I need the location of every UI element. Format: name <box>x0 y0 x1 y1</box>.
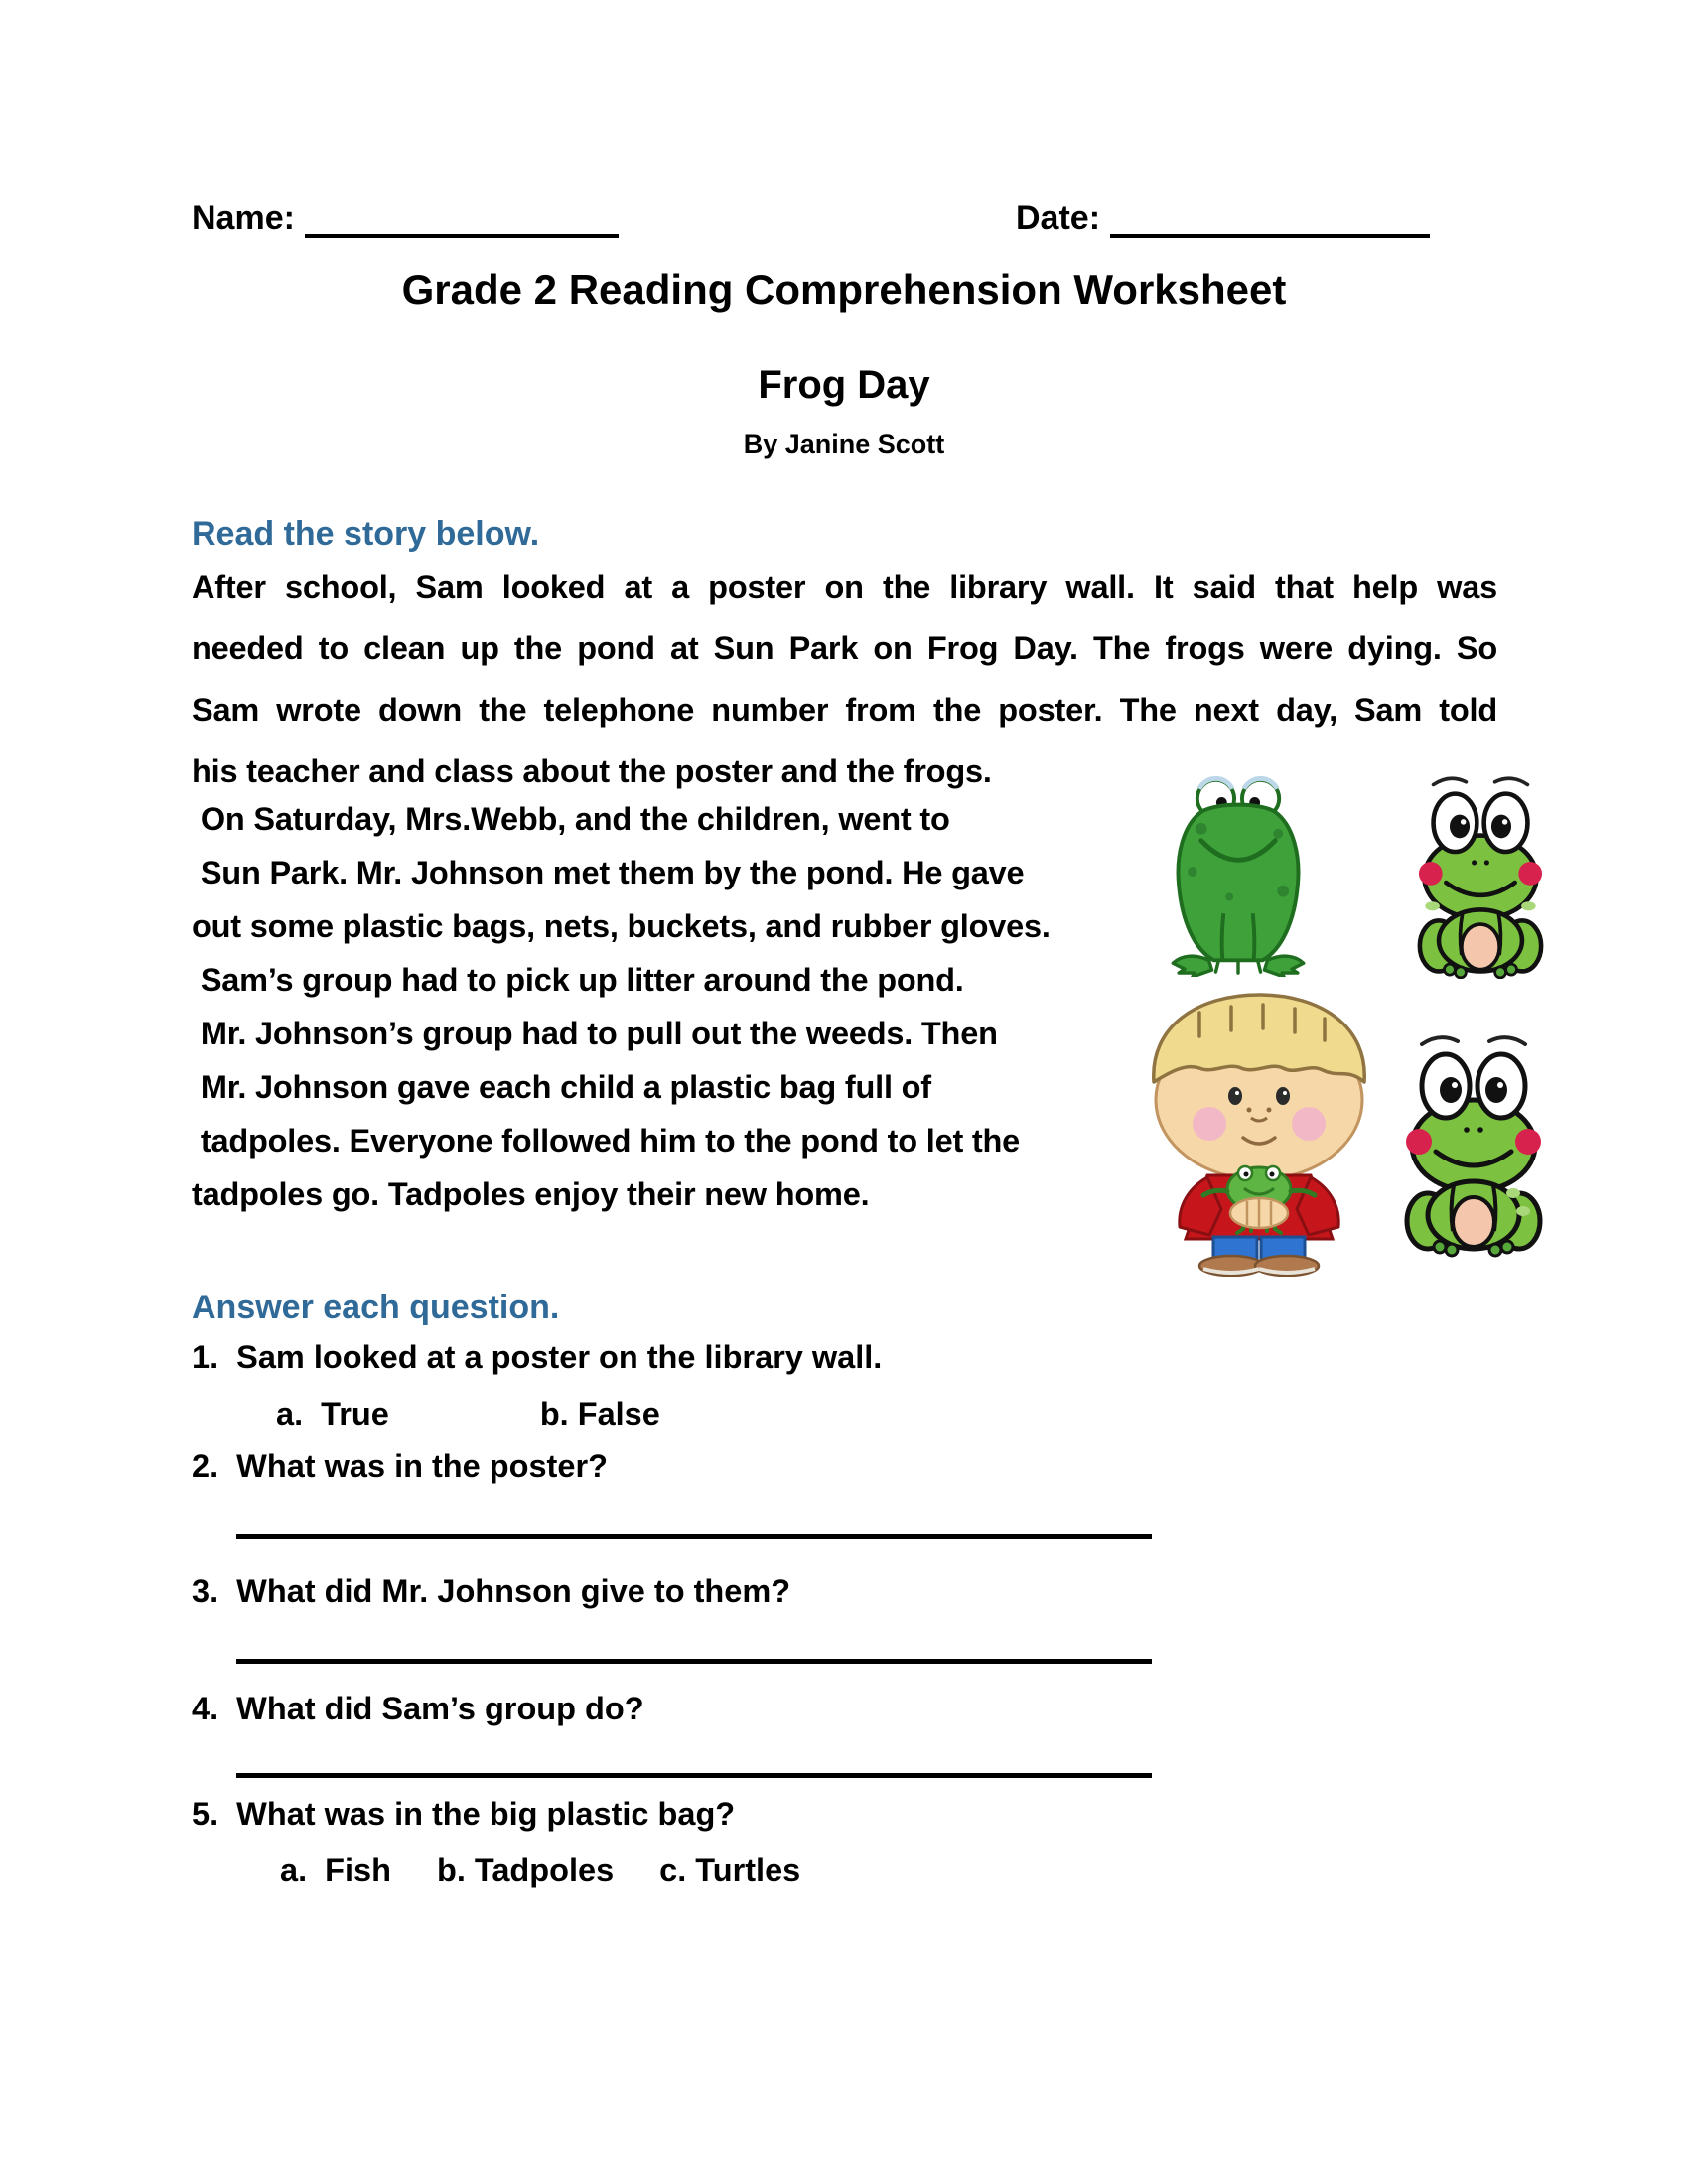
question-1-options <box>276 1396 660 1433</box>
story-line: his teacher and class about the poster and the frogs. <box>192 753 992 789</box>
question-2: 2. What was in the poster? <box>192 1448 608 1484</box>
question-5: 5. What was in the big plastic bag? <box>192 1796 736 1832</box>
name-field <box>192 200 619 238</box>
frog-clipart-top-right <box>1408 766 1553 979</box>
clipart-panel <box>1132 764 1579 1300</box>
story-line: Sam’s group had to pick up litter around the pond. <box>192 962 964 998</box>
question-3: 3. What did Mr. Johnson give to them? <box>192 1573 791 1609</box>
name-label: Name: <box>192 200 295 237</box>
story-title: Frog Day <box>758 363 930 407</box>
story-line: Mr. Johnson’s group had to pull out the weeds. Then <box>192 1016 998 1051</box>
question-4: 4. What did Sam’s group do? <box>192 1691 644 1726</box>
date-field <box>1016 200 1430 238</box>
story-line: Sun Park. Mr. Johnson met them by the pond. He gave <box>192 855 1025 890</box>
boy-with-frog-clipart <box>1134 979 1384 1277</box>
story-line: On Saturday, Mrs.Webb, and the children, went to <box>192 801 950 837</box>
story-byline: By Janine Scott <box>743 429 945 459</box>
name-blank-line[interactable] <box>305 201 619 238</box>
story-paragraph-wrapped <box>192 792 1130 1221</box>
frog-clipart-top-left <box>1164 772 1313 977</box>
page-title: Grade 2 Reading Comprehension Worksheet <box>401 266 1287 313</box>
story-line: out some plastic bags, nets, buckets, and rubber gloves. <box>192 908 1051 944</box>
question-5-option-a[interactable]: a. Fish <box>280 1852 391 1888</box>
story-line: tadpoles. Everyone followed him to the pond to let the <box>192 1123 1021 1159</box>
answer-instruction-heading: Answer each question. <box>192 1289 560 1326</box>
frog-clipart-bottom-right <box>1394 1009 1553 1273</box>
question-1-option-b[interactable]: b. False <box>539 1396 660 1432</box>
question-2-answer-line[interactable] <box>236 1534 1152 1539</box>
question-4-answer-line[interactable] <box>236 1773 1152 1778</box>
question-1: 1. Sam looked at a poster on the library wall. <box>192 1339 883 1375</box>
read-instruction-heading: Read the story below. <box>192 515 540 553</box>
story-line: needed to clean up the pond at Sun Park on Frog Day. The frogs were dying. So <box>192 630 1497 666</box>
question-5-options <box>280 1852 800 1889</box>
question-5-option-c[interactable]: c. Turtles <box>659 1852 801 1888</box>
date-blank-line[interactable] <box>1110 201 1430 238</box>
story-line: Mr. Johnson gave each child a plastic bag full of <box>192 1069 931 1105</box>
question-3-answer-line[interactable] <box>236 1659 1152 1664</box>
story-line: After school, Sam looked at a poster on the library wall. It said that help was <box>192 569 1497 605</box>
date-label: Date: <box>1016 200 1101 237</box>
question-1-option-a[interactable]: a. True <box>276 1396 389 1432</box>
question-5-option-b[interactable]: b. Tadpoles <box>436 1852 615 1888</box>
story-line: Sam wrote down the telephone number from the poster. The next day, Sam told <box>192 692 1497 728</box>
story-line: tadpoles go. Tadpoles enjoy their new home. <box>192 1176 870 1212</box>
